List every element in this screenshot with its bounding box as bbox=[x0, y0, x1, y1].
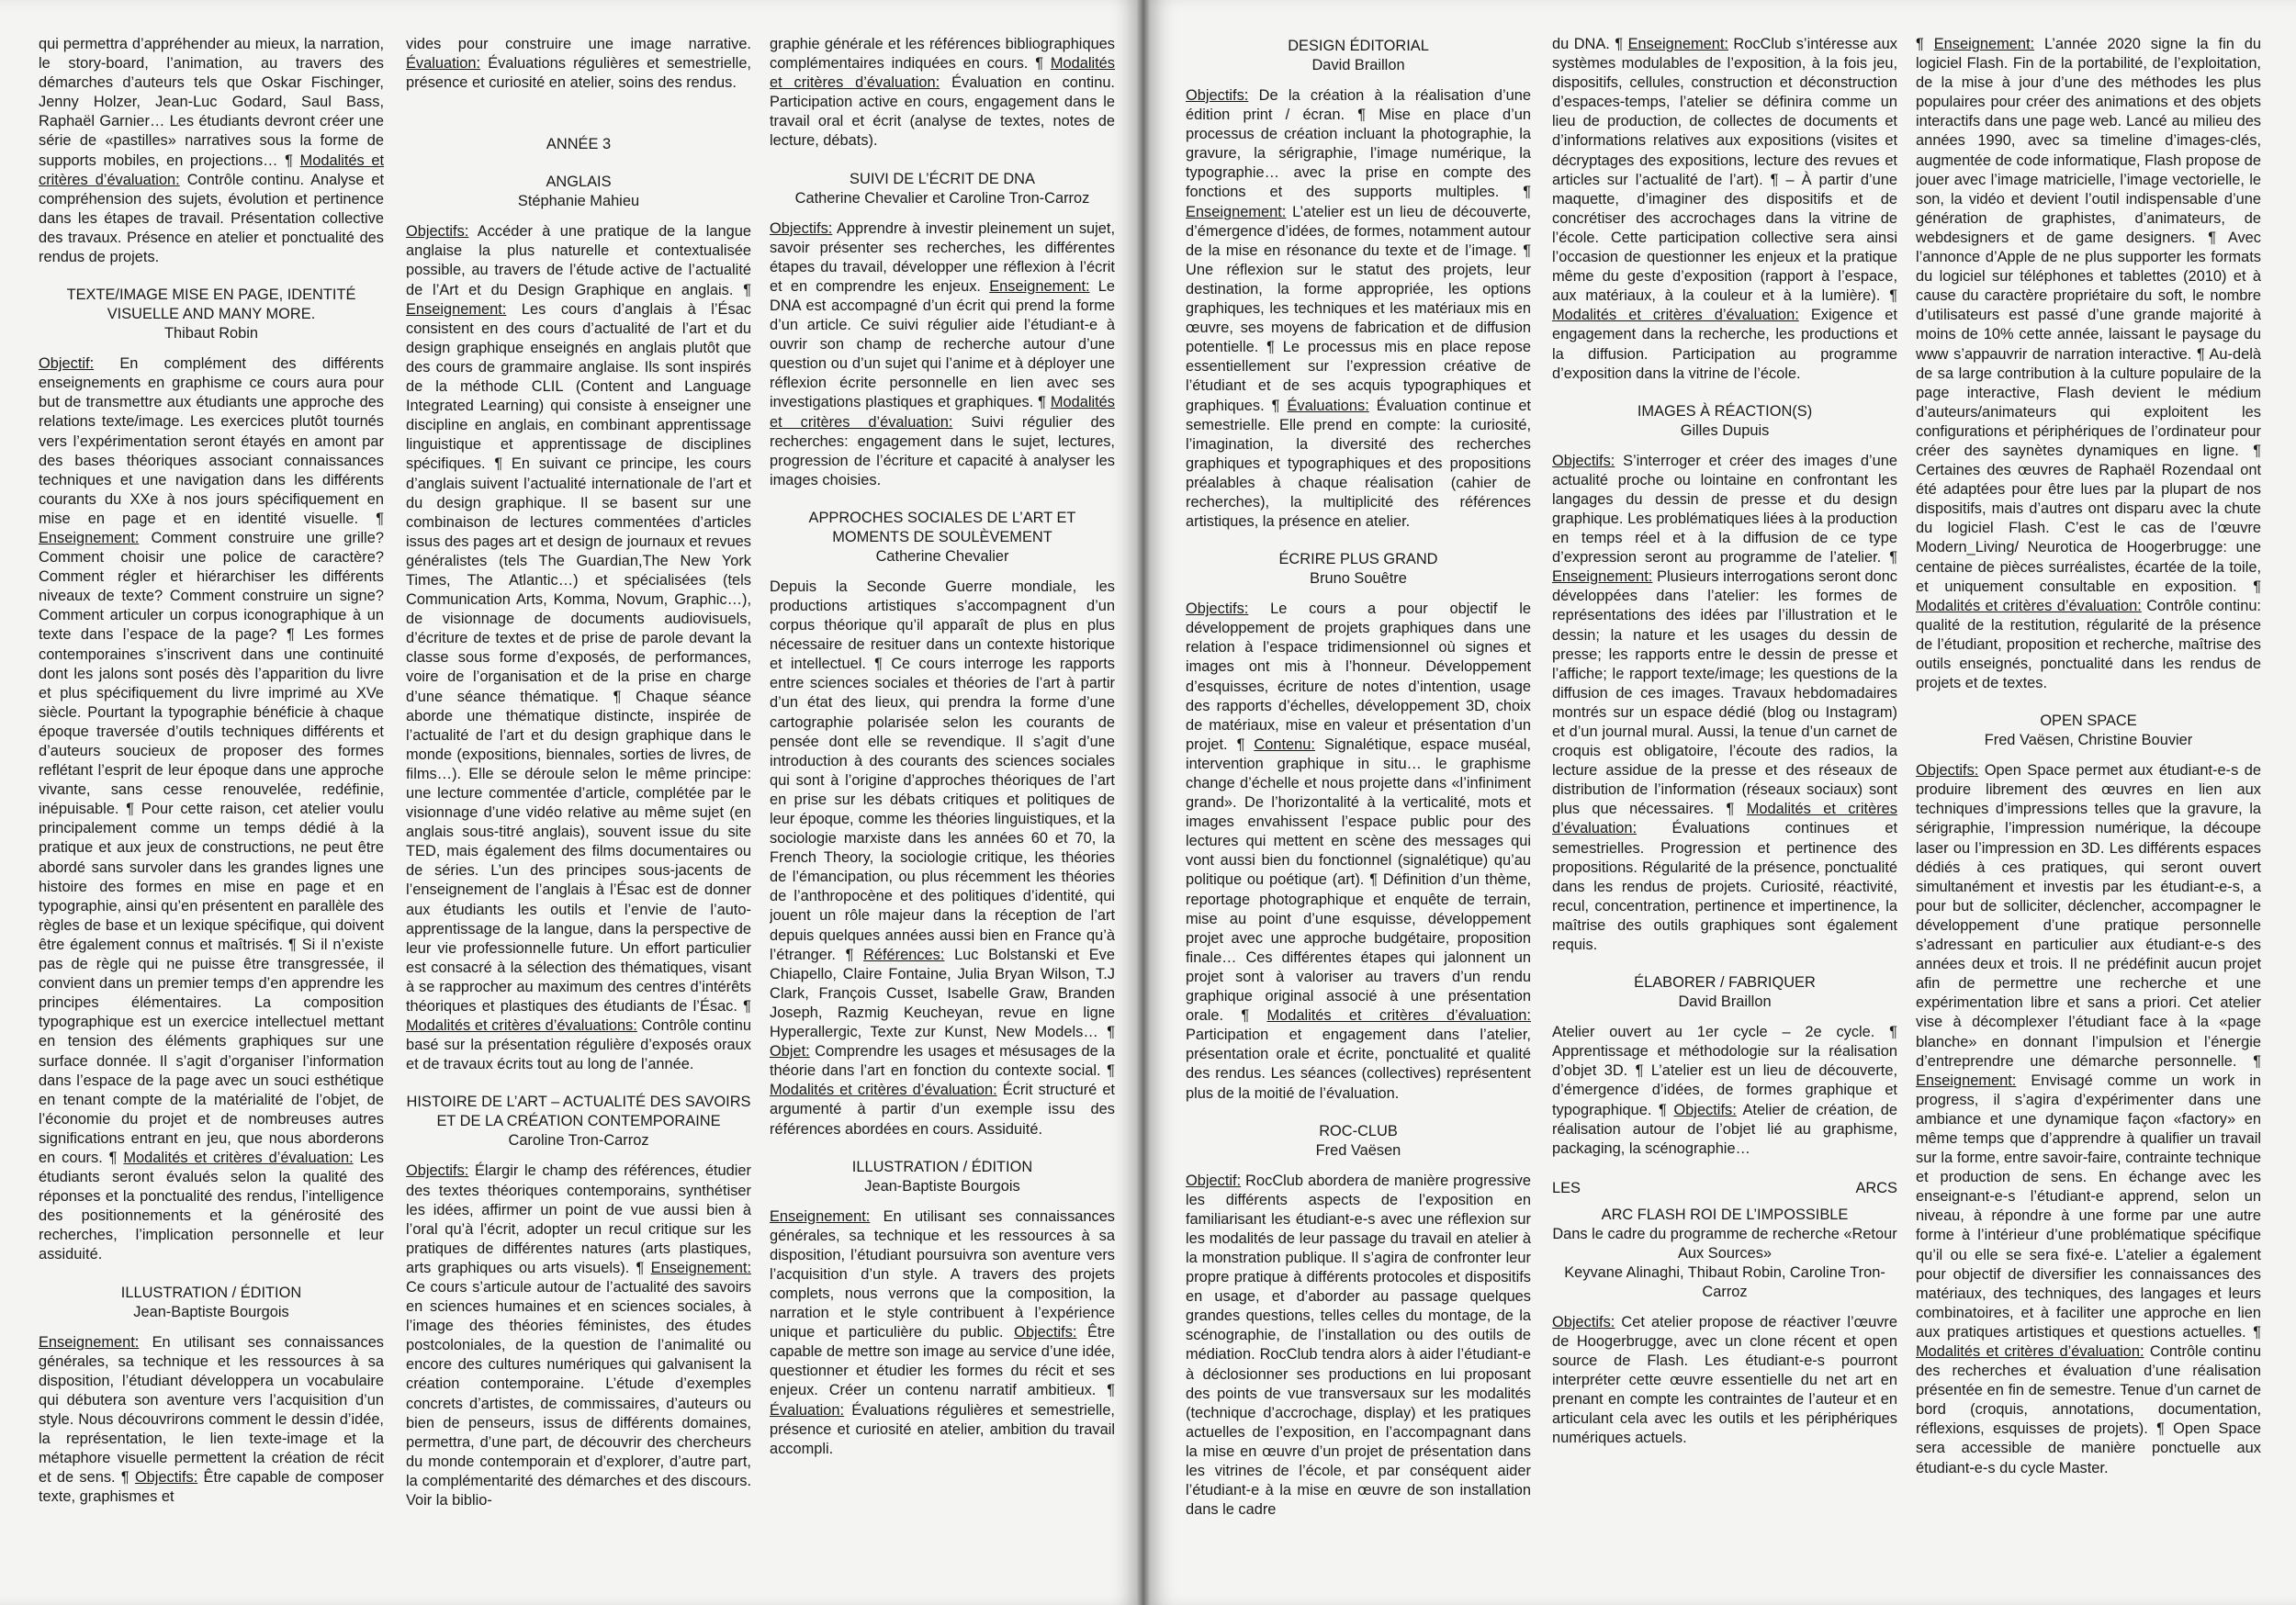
section-author: David Braillon bbox=[1311, 57, 1405, 73]
body-text: graphie générale et les références bibliographiques complémentaires indiquées en cours. bbox=[770, 36, 1115, 73]
section-heading bbox=[1552, 402, 1897, 441]
section-title: ROC-CLUB bbox=[1319, 1122, 1398, 1139]
label: Objectifs: bbox=[1552, 1313, 1615, 1330]
paragraph: Objectif: En complément des différents enseignements en graphisme ce cours aura pour but de transmettre aux étudiants une approche des relations texte/image. Les exercices plutôt tournés vers l’expérimentation seront étayés en amont par des bases théoriques associant connaissances techniques et une navigation dans les différents courants du XXe à nos jours spécifiquement en mise en page et en identité visuelle. ¶ Enseignement: Comment construire une grille? Comment choisir une police de caractère? Comment régler et hiérarchiser les différents niveaux de texte? Comment construire un signe? Comment articuler un corpus iconographique à un texte dans l’espace de la page? ¶ Les formes contemporaines s’inscrivent dans une continuité dont les jalons sont posés dès l’apparition du livre et plus spécifiquement du livre imprimé au XVe siècle. Pourtant la typographie bénéficie à chaque époque traversée d’outils techniques différents et d’auteurs soucieux de proposer des formes reflétant l’esprit de leur époque dans une approche vivante, sans cesse renouvelée, redéfinie, inépuisable. ¶ Pour cette raison, cet atelier voulu principalement comme un temps dédié à la pratique et aux jeux de constructions, ne peut être abordé sans survoler dans les grandes lignes une histoire des formes en mise en page et en typographie, ainsi qu’en présentent en parallèle des règles de base et un lexique spécifique, qui doivent être également connus et maîtrisés. ¶ Si il n’existe pas de règle qui ne puisse être transgressée, il convient dans un premier temps d’en apprendre les principes élémentaires. La composition typographique est un exercice intellectuel mettant en tension des éléments graphiques sur une surface donnée. Il s’agit d’organiser l’information dans l’espace de la page avec un souci esthétique en tenant compte de la matérialité de l’objet, de l’économie du projet et de nombreuses autres significations entrant en jeu, que nous aborderons en cours. ¶ Modalités et critères d’évaluation: Les étudiants seront évalués selon la qualité des réponses et la ponctualité des rendus, l’intelligence des positionnements et la générosité des recherches, l’implication personnelle et leur assiduité. bbox=[39, 355, 384, 1263]
paragraph bbox=[406, 35, 751, 93]
body-text: Signalétique, espace muséal, intervention graphique in situ… le graphisme change d’échelle et nous projette dans «l’infiniment grand». De l’horizontalité à la verticalité, mots et images envahissent l’espace public pour des lectures qui mettent en scène des messages qui vont aussi bien du fonctionnel (signalétique) qu’au politique ou poétique (art). ¶ Définition d’un thème, reportage photographique et enquête de terrain, mise au point d’une esquisse, développement projet avec une approche budgétaire, proposition finale… Ces différentes étapes qui jalonnent un projet sont à valoriser au travers d’un rendu graphique original associé à une présentation orale. bbox=[1186, 735, 1531, 1025]
label: Évaluations: bbox=[1287, 397, 1369, 414]
body-text: Être capable de composer texte, graphismes et bbox=[39, 1469, 384, 1506]
left-column-2 bbox=[406, 35, 751, 1587]
section-author: Gilles Dupuis bbox=[1680, 421, 1770, 439]
label: Modalités et critères d’évaluations: bbox=[406, 1017, 637, 1035]
label: Modalités et critères d’évaluation: bbox=[39, 152, 384, 188]
body-text: L’atelier est un lieu de découverte, d’émergence d’idées, de formes, notamment autour de la mise en résonance du texte et de l’image. ¶ Une réflexion sur le statut des projets, leur destination, la forme appropriée, les options graphiques, les techniques et les matériaux mis en œuvre, ses moyens de fabrication et de diffusion potentielle. ¶ Le processus mis en place repose essentiellement sur l’expression créative de l’étudiant et de ses acquis typographiques et graphiques. bbox=[1186, 203, 1531, 414]
left-column-3 bbox=[770, 35, 1115, 1587]
body-text: Comprendre les usages et mésusages de la théorie dans l’art en fonction du contexte social. bbox=[770, 1043, 1115, 1080]
body-text: Évaluations régulières et semestrielle, présence et curiosité en atelier, soins des rendus. bbox=[406, 55, 751, 92]
section-heading bbox=[39, 286, 384, 343]
paragraph bbox=[1552, 1313, 1897, 1449]
label: Références: bbox=[863, 946, 945, 963]
part-heading-left: LES bbox=[1552, 1179, 1581, 1196]
body-text: qui permettra d’appréhender au mieux, la narration, le story-board, l’animation, au travers des démarches d’auteurs tels que Oskar Fischinger, Jenny Holzer, Jean-Luc Godard, Saul Bass, Raphaël Garnier… Les étudiants devront créer une série de «pastilles» narratives sous la forme de supports mobiles, en projections… bbox=[39, 36, 384, 169]
label: Objectifs: bbox=[1186, 87, 1249, 104]
label: Objet: bbox=[770, 1043, 810, 1061]
paragraph: Objectifs: De la création à la réalisation d’une édition print / écran. ¶ Mise en place d’un processus de création incluant la photographie, la gravure, la sérigraphie, l’image numérique, la typographie… avec la prise en compte des fonctions et des supports multiples. ¶ Enseignement: L’atelier est un lieu de découverte, d’émergence d’idées, de formes, notamment autour de la mise en résonance du texte et de l’image. ¶ Une réflexion sur le statut des projets, leur destination, la forme appropriée, les options graphiques, les techniques et les matériaux mis en œuvre, ses moyens de fabrication et de diffusion potentielle. ¶ Le processus mis en place repose essentiellement sur l’expression créative de l’étudiant et de ses acquis typographiques et graphiques. ¶ Évaluations: Évaluation continue et semestrielle. Elle prend en compte: la curiosité, l’imagination, la diversité des recherches graphiques et typographiques et des propositions préalables à chaque réalisation (cahier de recherches), la multiplicité des références artistiques, la présence en atelier. bbox=[1186, 87, 1531, 531]
section-author: Bruno Souêtre bbox=[1310, 570, 1407, 588]
body-text: Plusieurs interrogations seront donc développées dans l’atelier: les formes de représentations des idées par l’illustration et le dessin; la nature et les usages du dessin de presse; les rapports entre le dessin de presse et l’affiche; le rapport texte/image; les questions de la diffusion de ces images. Travaux hebdomadaires montrés sur un espace dédié (blog ou Instagram) et d’un journal mural. Aussi, la tenue d’un carnet de croquis est obligatoire, l’écoute des radios, la lecture assidue de la presse et des réseaux de distribution de l’information (réseaux sociaux) sont plus que nécessaires. bbox=[1552, 568, 1897, 818]
section-subtitle: Dans le cadre du programme de recherche «Retour Aux Sources» bbox=[1552, 1225, 1897, 1262]
body-text: vides pour construire une image narrative. bbox=[406, 36, 751, 52]
section-heading bbox=[1186, 1122, 1531, 1161]
body-text: Contrôle continu: qualité de la restitution, régularité de la présence de l’étudiant, proposition et recherche, maîtrise des outils enseignés, ponctualité dans les rendus de projets et de textes. bbox=[1916, 597, 2261, 692]
body-text: Élargir le champ des références, étudier des textes théoriques contemporains, synthétiser les idées, affirmer un point de vue aussi bien à l’oral qu’à l’écrit, adopter un recul critique sur les pratiques de différentes natures (arts plastiques, arts graphiques ou arts visuels). bbox=[406, 1162, 751, 1276]
body-text: Évaluations régulières et semestrielle, présence et curiosité en atelier, ambition du travail accompli. bbox=[770, 1401, 1115, 1457]
paragraph bbox=[1186, 1172, 1531, 1521]
body-text: Évaluations continues et semestrielles. Progression et pertinence des propositions. Régularité de la présence, ponctualité dans les rendus de projets. Curiosité, réactivité, recul, concentration, pertinence et impertinence, la maîtrise des outils graphiques sont également requis. bbox=[1552, 820, 1897, 954]
paragraph: graphie générale et les références bibliographiques complémentaires indiquées en cours. ¶ Modalités et critères d’évaluation: Évaluation en continu. Participation active en cours, engagement dans le travail oral et écrit (analyse de textes, notes de lecture, débats). bbox=[770, 36, 1115, 150]
section-author: Fred Vaësen bbox=[1315, 1141, 1401, 1159]
part-heading-right: ARCS bbox=[1855, 1179, 1897, 1196]
section-title: ILLUSTRATION / ÉDITION bbox=[851, 1158, 1033, 1175]
paragraph: Enseignement: En utilisant ses connaissances générales, sa technique et les ressources à sa disposition, l’étudiant poursuivra son aventure vers l’acquisition d’un style. A travers des projets complets, nous verrons que la composition, la narration et le style contribuent à l’expérience unique et particulière du public. Objectifs: Être capable de mettre son image au service d’une idée, questionner et étudier les formes du récit et ses enjeux. Créer un contenu narratif ambitieux. ¶ Évaluation: Évaluations régulières et semestrielle, présence et curiosité en atelier, ambition du travail accompli. bbox=[770, 1207, 1115, 1457]
paragraph: du DNA. ¶ Enseignement: RocClub s’intéresse aux systèmes modulables de l’exposition, à la fois jeu, dispositifs, cellules, construction et déconstruction d’espaces-temps, l’atelier se définira comme un lieu de production, de collectes de documents et d’informations relatives aux expositions (visites et décryptages des expositions, lecture des revues et articles sur l’actualité de l’art). ¶ – À partir d’une maquette, d’imaginer des dispositifs et de concrétiser des accrochages dans la vitrine de l’école. Cette participation collective sera ainsi l’occasion de questionner les enjeux et la pratique même du geste d’exposition (rapport à l’espace, aux matériaux, à la couleur et à la lumière). ¶ Modalités et critères d’évaluation: Exigence et engagement dans la recherche, les productions et la diffusion. Participation au programme d’exposition dans la vitrine de l’école. bbox=[1552, 36, 1897, 382]
book-gutter bbox=[1137, 0, 1150, 1605]
section-heading bbox=[770, 509, 1115, 567]
left-page bbox=[0, 0, 1137, 1605]
body-text: Comment construire une grille? Comment choisir une police de caractère? Comment régler et hiérarchiser les différents niveaux de texte? Comment construire un signe? Comment articuler un corpus iconographique à un texte dans l’espace de la page? ¶ Les formes contemporaines s’inscrivent dans une continuité dont les jalons sont posés dès l’apparition du livre et plus spécifiquement du livre imprimé au XVe siècle. Pourtant la typographie bénéficie à chaque époque traversée d’outils techniques différents et d’auteurs soucieux de proposer des formes reflétant l’esprit de leur époque dans une approche vivante, sans cesse renouvelée, redéfinie, inépuisable. ¶ Pour cette raison, cet atelier voulu principalement comme un temps dédié à la pratique et aux jeux de constructions, ne peut être abordé sans survoler dans les grandes lignes une histoire des formes en mise en page et en typographie, ainsi qu’en présentent en parallèle des règles de base et un lexique spécifique, qui doivent être également connus et maîtrisés. ¶ Si il n’existe pas de règle qui ne puisse être transgressée, il convient dans un premier temps d’en apprendre les principes élémentaires. La composition typographique est un exercice intellectuel mettant en tension des éléments graphiques sur une surface donnée. Il s’agit d’organiser l’information dans l’espace de la page avec un souci esthétique en tenant compte de la matérialité de l’objet, de l’économie du projet et de nombreuses autres significations entrant en jeu, que nous aborderons en cours. bbox=[39, 529, 384, 1166]
body-text: Écrit structuré et argumenté à partir d’un exemple issu des références abordées en cours. Assiduité. bbox=[770, 1082, 1115, 1138]
section-heading bbox=[1186, 37, 1531, 75]
paragraph: Objectifs: Open Space permet aux étudiant-e-s de produire librement des œuvres en lien aux techniques d’impressions telles que la gravure, la sérigraphie, l’impression numérique, la découpe laser ou l’impression en 3D. Les différents espaces dédiés à ces pratiques, qui seront ouvert simultanément et investis par les étudiant-e-s, a pour but de solliciter, déclencher, accompagner le développement d’une pratique personnelle s’adressant en particulier aux étudiant-e-s des années deux et trois. Il ne prédéfinit aucun projet afin de permettre une recherche et une expérimentation libre et sans a priori. Cet atelier vise à décomplexer l’étudiant face à la «page blanche» en donnant l’impulsion et l’énergie d’entreprendre une démarche personnelle. ¶ Enseignement: Envisagé comme un work in progress, il s’agira d’expérimenter dans une ambiance et une dynamique façon «factory» en même temps que d’apprendre à qualifier un travail sur la forme, entre savoir-faire, contrainte technique et production de sens. En échange avec les enseignant-e-s l’étudiant-e apprend, selon un niveau, à répondre à une forme par une autre forme à l’intérieur d’une problématique spécifique qu’il ou elle se sera fixé-e. L’atelier a également pour objectif de diversifier les connaissances des matériaux, des techniques, des langages et leurs combinatoires, et à faciliter une approche en lien aux pratiques artistiques et questions actuelles. ¶ Modalités et critères d’évaluation: Contrôle continu des recherches et évaluation d’une réalisation présentée en fin de semestre. Tenue d’un carnet de bord (croquis, annotations, documentation, réflexions, esquisses de projets). ¶ Open Space sera accessible de manière ponctuelle aux étudiant-e-s du cycle Master. bbox=[1916, 762, 2261, 1476]
paragraph: Objectifs: Accéder à une pratique de la langue anglaise la plus naturelle et contextualisée possible, au travers de l’étude active de l’actualité de l’Art et du Design Graphique en anglais. ¶ Enseignement: Les cours d’anglais à l’Ésac consistent en des cours d’actualité de l’art et du design graphique enseignés en anglais plutôt que des cours de grammaire anglaise. Ils sont inspirés de la méthode CLIL (Content and Language Integrated Learning) qui consiste à enseigner une discipline en anglais, en combinant apprentissage linguistique et apprentissage de disciplines spécifiques. ¶ En suivant ce principe, les cours d’anglais suivent l’actualité internationale de l’art et du design graphique. Il se basent sur une combinaison de lectures commentées d’articles issus des pages art et design de journaux et revues généralistes (tels The Guardian,The New York Times, The Atlantic…) et spécialisées (tels Communication Arts, Komma, Novum, Graphic…), de visionnage de documents audiovisuels, d’écriture de textes et de prise de parole devant la classe sous forme d’exposés, de performances, voire de l’organisation et de la prise en charge d’une séance thématique. ¶ Chaque séance aborde une thématique distincte, inspirée de l’actualité de l’art et du design graphique dans le monde (expositions, biennales, sorties de livres, de films…). Elle se déroule selon le même principe: une lecture commentée d’article, complétée par le visionnage d’une vidéo relative au même sujet (en anglais sous-titré anglais), souvent issue du site TED, mais également des films documentaires ou de séries. L’un des principes sous-jacents de l’enseignement de l’anglais à l’Ésac est de donner aux étudiants les outils et l’envie de l’auto-apprentissage de la langue, dans la perspective de leur vie professionnelle future. Un effort particulier est consacré à la sélection des thématiques, visant à se rapprocher au maximum des centres d’intérêts théoriques et plastiques des étudiants de l’Ésac. ¶ Modalités et critères d’évaluations: Contrôle continu basé sur la présentation régulière d’exposés oraux et de travaux écrits tout au long de l’année. bbox=[406, 223, 751, 1073]
body-text: Contrôle continu. Analyse et compréhension des sujets, évolution et pertinence dans les étapes de travail. Présentation collective des travaux. Présence en atelier et ponctualité des rendus de projets. bbox=[39, 171, 384, 266]
label: Enseignement: bbox=[39, 529, 140, 546]
label: Modalités et critères d’évaluation: bbox=[770, 55, 1115, 92]
section-heading bbox=[39, 1284, 384, 1322]
label: Modalités et critères d’évaluation: bbox=[1552, 801, 1897, 837]
body-text: RocClub s’intéresse aux systèmes modulables de l’exposition, à la fois jeu, dispositifs, cellules, construction et déconstruction d’espaces-temps, l’atelier se définira comme un lieu de production, de collectes de documents et d’informations relatives aux expositions (visites et décryptages des expositions, lecture des revues et articles sur l’actualité de l’art). ¶ – À partir d’une maquette, d’imaginer des dispositifs et de concrétiser des accrochages dans la vitrine de l’école. Cette participation collective sera ainsi l’occasion de questionner les enjeux et la pratique même du geste d’exposition (rapport à l’espace, aux matériaux, à la couleur et à la lumière). bbox=[1552, 36, 1897, 305]
label: Objectifs: bbox=[406, 223, 469, 241]
label: Enseignement: bbox=[989, 277, 1090, 295]
label: Objectifs: bbox=[770, 219, 833, 237]
body-text: S’interroger et créer des images d’une actualité proche ou lointaine en confrontant les langages du dessin de presse et du design graphique. Les problématiques liées à la production en temps réel et à la diffusion de ce type d’expression seront au programme de l’atelier. bbox=[1552, 452, 1897, 567]
body-text: De la création à la réalisation d’une édition print / écran. ¶ Mise en place d’un processus de création incluant la photographie, la gravure, la sérigraphie, l’image numérique, la typographie… avec la prise en compte des fonctions et des supports multiples. bbox=[1186, 87, 1531, 201]
label: Modalités et critères d’évaluation: bbox=[1552, 307, 1799, 324]
body-text: Évaluation continue et semestrielle. Elle prend en compte: la curiosité, l’imagination, la diversité des recherches graphiques et typographiques et des propositions préalables à chaque réalisation (cahier de recherches), la multiplicité des références artistiques, la présence en atelier. bbox=[1186, 397, 1531, 531]
section-author: Keyvane Alinaghi, Thibaut Robin, Caroline Tron-Carroz bbox=[1564, 1263, 1885, 1300]
label: Objectifs: bbox=[1916, 762, 1979, 780]
body-text: Les étudiants seront évalués selon la qualité des réponses et la ponctualité des rendus, l’intelligence des positionnements et la générosité des recherches, l’implication personnelle et leur assiduité. bbox=[39, 1149, 384, 1263]
body-text: Atelier ouvert au 1er cycle – 2e cycle. ¶ Apprentissage et méthodologie sur la réalisation d’objet 3D. ¶ L’atelier est un lieu de découverte, d’émergence d’idées, de formes graphique et typographique. bbox=[1552, 1024, 1897, 1118]
label: Modalités et critères d’évaluation: bbox=[1266, 1007, 1531, 1025]
section-author: Jean-Baptiste Bourgois bbox=[133, 1303, 289, 1320]
label: Contenu: bbox=[1254, 735, 1315, 753]
part-heading bbox=[1552, 1179, 1897, 1198]
section-author: Jean-Baptiste Bourgois bbox=[864, 1177, 1020, 1195]
label: Évaluation: bbox=[406, 55, 481, 73]
section-author: Stéphanie Mahieu bbox=[517, 193, 640, 210]
body-text: Accéder à une pratique de la langue anglaise la plus naturelle et contextualisée possible, au travers de l’étude active de l’actualité de l’Art et du Design Graphique en anglais. bbox=[406, 223, 751, 298]
section-heading bbox=[406, 1093, 751, 1150]
body-text: Le DNA est accompagné d’un écrit qui prend la forme d’un article. Ce suivi régulier aide l’étudiant-e à ouvrir son champ de recherche autour d’une question ou d’un sujet qui l’anime et à déployer une réflexion écrite personnelle en lien avec ses investigations plastiques et graphiques. bbox=[770, 277, 1115, 411]
label: Enseignement: bbox=[1933, 36, 2035, 52]
left-column-1 bbox=[39, 35, 384, 1587]
body-text: Contrôle continu basé sur la présentation régulière d’exposés oraux et de travaux écrits tout au long de l’année. bbox=[406, 1017, 751, 1073]
section-title: ILLUSTRATION / ÉDITION bbox=[120, 1284, 302, 1301]
label: Objectifs: bbox=[134, 1469, 198, 1487]
section-title: IMAGES À RÉACTION(S) bbox=[1637, 402, 1813, 420]
label: Modalités et critères d’évaluation: bbox=[770, 1082, 997, 1099]
label: Enseignement: bbox=[406, 300, 507, 318]
section-author: Thibaut Robin bbox=[163, 325, 259, 342]
label: Enseignement: bbox=[1916, 1072, 2017, 1089]
section-author: David Braillon bbox=[1678, 993, 1772, 1011]
label: Objectifs: bbox=[1552, 452, 1615, 469]
label: Objectifs: bbox=[1186, 600, 1249, 618]
body-text: Exigence et engagement dans la recherche, les productions et la diffusion. Participation au programme d’exposition dans la vitrine de l’école. bbox=[1552, 307, 1897, 382]
section-author: Catherine Chevalier bbox=[875, 547, 1009, 565]
label: Modalités et critères d’évaluation: bbox=[770, 394, 1115, 431]
paragraph: Objectifs: Élargir le champ des références, étudier des textes théoriques contemporains, synthétiser les idées, affirmer un point de vue aussi bien à l’oral qu’à l’écrit, adopter un recul critique sur les pratiques de différentes natures (arts plastiques, arts graphiques ou arts visuels). ¶ Enseignement: Ce cours s’articule autour de l’actualité des savoirs en sciences humaines et en sciences sociales, à l’image des théories féministes, des études postcoloniales, de la question de l’animalité ou encore des cultures numériques qui galvanisent la création contemporaine. L’étude d’exemples concrets d’artistes, de commissaires, d’auteurs ou bien de penseurs, issus de différents domaines, permettra, d’une part, de découvrir des chercheurs du monde contemporain et d’explorer, d’autre part, la complémentarité des démarches et des discours. Voir la biblio- bbox=[406, 1162, 751, 1509]
label: Objectif: bbox=[39, 355, 95, 373]
section-title: DESIGN ÉDITORIAL bbox=[1288, 38, 1429, 54]
section-heading bbox=[1552, 973, 1897, 1012]
paragraph: qui permettra d’appréhender au mieux, la narration, le story-board, l’animation, au travers des démarches d’auteurs tels que Oskar Fischinger, Jenny Holzer, Jean-Luc Godard, Saul Bass, Raphaël Garnier… Les étudiants devront créer une série de «pastilles» narratives sous la forme de supports mobiles, en projections… ¶ Modalités et critères d’évaluation: Contrôle continu. Analyse et compréhension des sujets, évolution et pertinence dans les étapes de travail. Présentation collective des travaux. Présence en atelier et ponctualité des rendus de projets. bbox=[39, 36, 384, 266]
label: Objectifs: bbox=[1014, 1324, 1077, 1341]
paragraph: Atelier ouvert au 1er cycle – 2e cycle. ¶ Apprentissage et méthodologie sur la réalisation d’objet 3D. ¶ L’atelier est un lieu de découverte, d’émergence d’idées, de formes graphique et typographique. ¶ Objectifs: Atelier de création, de réalisation autour de l’objet lié au graphisme, packaging, la scénographie… bbox=[1552, 1024, 1897, 1157]
body-text: Participation et engagement dans l’atelier, présentation orale et écrite, ponctualité et qualité des rendus. Les séances (collectives) représentent plus de la moitié de l’évaluation. bbox=[1186, 1027, 1531, 1102]
section-author: Catherine Chevalier et Caroline Tron-Carroz bbox=[794, 189, 1090, 207]
body-text: Luc Bolstanski et Eve Chiapello, Claire Fontaine, Julia Bryan Wilson, T.J Clark, François Cusset, Isabelle Graw, Branden Joseph, Razmig Keucheyan, revue en ligne Hyperallergic, Texte zur Kunst, New Models… bbox=[770, 946, 1115, 1041]
label: Modalités et critères d’évaluation: bbox=[1916, 1343, 2144, 1360]
section-author: Fred Vaësen, Christine Bouvier bbox=[1984, 732, 2193, 749]
section-title: OPEN SPACE bbox=[2040, 713, 2137, 730]
label: Enseignement: bbox=[770, 1207, 871, 1225]
body-text: Les cours d’anglais à l’Ésac consistent en des cours d’actualité de l’art et du design graphique enseignés en anglais plutôt que des cours de grammaire anglaise. Ils sont inspirés de la méthode CLIL (Content and Language Integrated Learning) qui consiste à enseigner une discipline en anglais, en combinant apprentissage linguistique et apprentissage de disciplines spécifiques. ¶ En suivant ce principe, les cours d’anglais suivent l’actualité internationale de l’art et du design graphique. Il se basent sur une combinaison de lectures commentées d’articles issus des pages art et design de journaux et revues généralistes (tels The Guardian,The New York Times, The Atlantic…) et spécialisées (tels Communication Arts, Komma, Novum, Graphic…), de visionnage de documents audiovisuels, d’écriture de textes et de prise de parole devant la classe sous forme d’exposés, de performances, voire de l’organisation et de la prise en charge d’une séance thématique. ¶ Chaque séance aborde une thématique distincte, inspirée de l’actualité de l’art et du design graphique dans le monde (expositions, biennales, sorties de livres, de films…). Elle se déroule selon le même principe: une lecture commentée d’article, complétée par le visionnage d’une vidéo relative au même sujet (en anglais sous-titré anglais), souvent issue du site TED, mais également des films documentaires ou de séries. L’un des principes sous-jacents de l’enseignement de l’anglais à l’Ésac est de donner aux étudiants les outils et l’envie de l’auto-apprentissage de la langue, dans la perspective de leur vie professionnelle future. Un effort particulier est consacré à la sélection des thématiques, visant à se rapprocher au maximum des centres d’intérêts théoriques et plastiques des étudiants de l’Ésac. bbox=[406, 300, 751, 1016]
body-text: Suivi régulier des recherches: engagement dans le sujet, lectures, progression de l’écriture et capacité à analyser les images choisies. bbox=[770, 413, 1115, 488]
label: Enseignement: bbox=[39, 1333, 140, 1351]
label: Enseignement: bbox=[1627, 36, 1728, 52]
right-column-3 bbox=[1916, 35, 2261, 1587]
body-text: Open Space permet aux étudiant-e-s de produire librement des œuvres en lien aux techniques d’impressions telles que la gravure, la sérigraphie, l’impression numérique, la découpe laser ou l’impression en 3D. Les différents espaces dédiés à ces pratiques, qui seront ouvert simultanément et investis par les étudiant-e-s, a pour but de solliciter, déclencher, accompagner le développement d’une pratique personnelle s’adressant en particulier aux étudiant-e-s des années deux et trois. Il ne prédéfinit aucun projet afin de permettre une recherche et une expérimentation libre et sans a priori. Cet atelier vise à décomplexer l’étudiant face à la «page blanche» en donnant l’impulsion et l’énergie d’entreprendre une démarche personnelle. bbox=[1916, 762, 2261, 1070]
body-text: Cet atelier propose de réactiver l’œuvre de Hoogerbrugge, avec un clone récent et open source de Flash. Les étudiant-e-s pourront interpréter cette œuvre essentielle du net art en prenant en compte les contraintes de l’auteur et en articulant cela avec les outils et les périphériques numériques actuels. bbox=[1552, 1313, 1897, 1447]
label: Enseignement: bbox=[650, 1259, 751, 1276]
section-title: SUIVI DE L’ÉCRIT DE DNA bbox=[850, 170, 1035, 187]
body-text: En utilisant ses connaissances générales, sa technique et les ressources à sa disposition, l’étudiant développera un vocabulaire qui débutera son aventure vers l’acquisition d’un style. Nous découvrirons comment le dessin d’idée, la représentation, le lien texte-image et la métaphore visuelle permettent la création de récit et de sens. bbox=[39, 1333, 384, 1487]
body-text: Envisagé comme un work in progress, il s’agira d’expérimenter dans une ambiance et une dynamique façon «factory» en même temps que d’apprendre à qualifier un travail sur la forme, entre savoir-faire, contrainte technique et production de sens. En échange avec les enseignant-e-s l’étudiant-e apprend, selon un niveau, à répondre à une forme par une autre forme à l’intérieur d’une problématique spécifique qu’il ou elle se sera fixé-e. L’atelier a également pour objectif de diversifier les connaissances des matériaux, des techniques, des langages et leurs combinatoires, et à faciliter une approche en lien aux pratiques artistiques et questions actuelles. bbox=[1916, 1072, 2261, 1341]
body-text: En complément des différents enseignements en graphisme ce cours aura pour but de transmettre aux étudiants une approche des relations texte/image. Les exercices plutôt tournés vers l’expérimentation seront étayés en amont par des bases théoriques associant connaissances techniques et une navigation dans les différents courants du XXe à nos jours spécifiquement en mise en page et en identité visuelle. bbox=[39, 355, 384, 527]
section-title: ÉCRIRE PLUS GRAND bbox=[1278, 551, 1438, 568]
paragraph: ¶ Enseignement: L’année 2020 signe la fin du logiciel Flash. Fin de la portabilité, de l’exploitation, de la mise à jour d’une des méthodes les plus populaires pour créer des animations et des objets interactifs dans une page web. Lancé au milieu des années 1990, avec sa timeline d’images-clés, augmentée de code informatique, Flash propose de jouer avec l’image matricielle, l’image vectorielle, le son, la vidéo et devient l’outil indispensable d’une génération de graphistes, d’animateurs, de webdesigners et de game designers. ¶ Avec l’annonce d’Apple de ne plus supporter les formats du logiciel sur téléphones et tablettes (2010) et à cause du caractère propriétaire du soft, le nombre d’utilisateurs est passé d’une grande majorité à moins de 10% cette année, laissant le paysage du www s’appauvrir de narration interactive. ¶ Au-delà de sa large contribution à la culture populaire de la page interactive, Flash devient le médium d’auteurs/animateurs qui exploitent les configurations et périphériques de l’ordinateur pour créer des saynètes dynamiques en ligne. ¶ Certaines des œuvres de Raphaël Rozendaal ont été adaptées pour être lues par la plupart de nos dispositifs, mais d’autres ont disparu avec la chute du logiciel Flash. C’est le cas de l’œuvre Modern_Living/ Neurotica de Hoogerbrugge: une centaine de pièces surréalistes, écartée de la toile, et uniquement consultable en exposition. ¶ Modalités et critères d’évaluation: Contrôle continu: qualité de la restitution, régularité de la présence de l’étudiant, proposition et recherche, maîtrise des outils enseignés, ponctualité dans les rendus de projets et de textes. bbox=[1916, 36, 2261, 692]
section-heading bbox=[1552, 1206, 1897, 1302]
section-heading bbox=[406, 135, 751, 211]
paragraph: Enseignement: En utilisant ses connaissances générales, sa technique et les ressources à sa disposition, l’étudiant développera un vocabulaire qui débutera son aventure vers l’acquisition d’un style. Nous découvrirons comment le dessin d’idée, la représentation, le lien texte-image et la métaphore visuelle permettent la création de récit et de sens. ¶ Objectifs: Être capable de composer texte, graphismes et bbox=[39, 1333, 384, 1506]
year-heading: ANNÉE 3 bbox=[546, 136, 612, 153]
right-page bbox=[1150, 0, 2296, 1605]
label: Objectif: bbox=[1186, 1172, 1242, 1189]
body-text: Ce cours s’articule autour de l’actualité des savoirs en sciences humaines et en sciences sociales, à l’image des théories féministes, des études postcoloniales, de la question de l’animalité ou encore des cultures numériques qui galvanisent la création contemporaine. L’étude d’exemples concrets d’artistes, de commissaires, d’auteurs ou bien de penseurs, issus de différents domaines, permettra, d’une part, de découvrir des chercheurs du monde contemporain et d’explorer, d’autre part, la complémentarité des démarches et des discours. Voir la biblio- bbox=[406, 1278, 751, 1509]
section-title: TEXTE/IMAGE MISE EN PAGE, IDENTITÉ VISUELLE AND MANY MORE. bbox=[66, 286, 356, 323]
paragraph: Objectifs: Le cours a pour objectif le développement de projets graphiques dans une relation à l’espace tridimensionnel où signes et images ont mis à l’honneur. Développement d’esquisses, écriture de notes d’intention, usage des rapports d’échelles, développement 3D, choix de matériaux, mise en valeur et présentation d’un projet. ¶ Contenu: Signalétique, espace muséal, intervention graphique in situ… le graphisme change d’échelle et nous projette dans «l’infiniment grand». De l’horizontalité à la verticalité, mots et images envahissent l’espace public pour des lectures qui mettent en scène des messages qui vont aussi bien du fonctionnel (signalétique) qu’au politique ou poétique (art). ¶ Définition d’un thème, reportage photographique et enquête de terrain, mise au point d’une esquisse, développement projet avec une approche budgétaire, proposition finale… Ces différentes étapes qui jalonnent un projet sont à valoriser au travers d’un rendu graphique original associé à une présentation orale. ¶ Modalités et critères d’évaluation: Participation et engagement dans l’atelier, présentation orale et écrite, ponctualité et qualité des rendus. Les séances (collectives) représentent plus de la moitié de l’évaluation. bbox=[1186, 600, 1531, 1102]
section-title: ANGLAIS bbox=[546, 174, 612, 191]
section-heading bbox=[770, 170, 1115, 208]
body-text: RocClub abordera de manière progressive les différents aspects de l’exposition en familiarisant les étudiant-e-s avec une réflexion sur les modalités de leur passage du travail en atelier à la monstration publique. Il s’agira de confronter leur propre pratique à différents protocoles et dispositifs en usage, et d’aborder au passage quelques grandes questions, telles celles du montage, de la scénographie, de l’installation ou des outils de médiation. RocClub tendra alors à aider l’étudiant-e à déclosionner ses productions en lui proposant des points de vue transversaux sur les modalités (technique d’accrochage, display) et les pratiques actuelles de l’exposition, en l’accompagnant dans la mise en œuvre d’un projet de présentation dans les vitrines de l’école, et par conséquent aider l’étudiant-e à la mise en œuvre de son installation dans le cadre bbox=[1186, 1172, 1531, 1519]
right-column-2 bbox=[1552, 35, 1897, 1587]
section-author: Caroline Tron-Carroz bbox=[508, 1132, 649, 1150]
section-heading bbox=[1916, 712, 2261, 750]
label: Enseignement: bbox=[1552, 568, 1653, 586]
section-title: HISTOIRE DE L’ART – ACTUALITÉ DES SAVOIRS ET DE LA CRÉATION CONTEMPORAINE bbox=[406, 1094, 751, 1130]
body-text: En utilisant ses connaissances générales, sa technique et les ressources à sa disposition, l’étudiant poursuivra son aventure vers l’acquisition d’un style. A travers des projets complets, nous verrons que la composition, la narration et le style contribuent à l’expérience unique et particulière du public. bbox=[770, 1207, 1115, 1341]
paragraph: Depuis la Seconde Guerre mondiale, les productions artistiques s’accompagnent d’un corpus théorique qu’il apparaît de plus en plus nécessaire de resituer dans un contexte historique et intellectuel. ¶ Ce cours interroge les rapports entre sciences sociales et théories de l’art à partir d’un état des lieux, qui prendra la forme d’une cartographie polarisée selon les courants de pensée dont elle se revendique. Il s’agit d’une introduction à des courants des sciences sociales qui sont à l’origine d’approches théoriques de l’art en prise sur les débats critiques et politiques de leur époque, comme les théories linguistiques, et la sociologie marxiste dans les années 60 et 70, la French Theory, la sociologie critique, les théories de l’émancipation, ou plus récemment les théories de l’anthropocène et des politiques d’identité, qui jouent un rôle majeur dans la réception de l’art depuis quelques années aussi bien en France qu’à l’étranger. ¶ Références: Luc Bolstanski et Eve Chiapello, Claire Fontaine, Julia Bryan Wilson, T.J Clark, François Cusset, Isabelle Graw, Branden Joseph, Razmig Keucheyan, revue en ligne Hyperallergic, Texte zur Kunst, New Models… ¶ Objet: Comprendre les usages et mésusages de la théorie dans l’art en fonction du contexte social. ¶ Modalités et critères d’évaluation: Écrit structuré et argumenté à partir d’un exemple issu des références abordées en cours. Assiduité. bbox=[770, 578, 1115, 1138]
body-text: du DNA. bbox=[1552, 36, 1610, 52]
body-text: L’année 2020 signe la fin du logiciel Flash. Fin de la portabilité, de l’exploitation, de la mise à jour d’une des méthodes les plus populaires pour créer des animations et des objets interactifs dans une page web. Lancé au milieu des années 1990, avec sa timeline d’images-clés, augmentée de code informatique, Flash propose de jouer avec l’image matricielle, l’image vectorielle, le son, la vidéo et devient l’outil indispensable d’une génération de graphistes, d’animateurs, de webdesigners et de game designers. ¶ Avec l’annonce d’Apple de ne plus supporter les formats du logiciel sur téléphones et tablettes (2010) et à cause du caractère propriétaire du soft, le nombre d’utilisateurs est passé d’une grande majorité à moins de 10% cette année, laissant le paysage du www s’appauvrir de narration interactive. ¶ Au-delà de sa large contribution à la culture populaire de la page interactive, Flash devient le médium d’auteurs/animateurs qui exploitent les configurations et périphériques de l’ordinateur pour créer des saynètes dynamiques en ligne. ¶ Certaines des œuvres de Raphaël Rozendaal ont été adaptées pour être lues par la plupart de nos dispositifs, mais d’autres ont disparu avec la chute du logiciel Flash. C’est le cas de l’œuvre Modern_Living/ Neurotica de Hoogerbrugge: une centaine de pièces surréalistes, écartée de la toile, et uniquement consultable en exposition. bbox=[1916, 36, 2261, 595]
label: Enseignement: bbox=[1186, 203, 1287, 220]
right-column-1 bbox=[1186, 35, 1531, 1587]
body-text: Le cours a pour objectif le développement de projets graphiques dans une relation à l’espace tridimensionnel où signes et images ont mis à l’honneur. Développement d’esquisses, écriture de notes d’intention, usage des rapports d’échelles, développement 3D, choix de matériaux, mise en valeur et présentation d’un projet. bbox=[1186, 600, 1531, 753]
body-text: Atelier de création, de réalisation autour de l’objet lié au graphisme, packaging, la scénographie… bbox=[1552, 1101, 1897, 1157]
body-text: Depuis la Seconde Guerre mondiale, les productions artistiques s’accompagnent d’un corpus théorique qu’il apparaît de plus en plus nécessaire de resituer dans un contexte historique et intellectuel. ¶ Ce cours interroge les rapports entre sciences sociales et théories de l’art à partir d’un état des lieux, qui prendra la forme d’une cartographie polarisée selon les courants de pensée dont elle se revendique. Il s’agit d’une introduction à des courants des sciences sociales qui sont à l’origine d’approches théoriques de l’art en prise sur les débats critiques et politiques de leur époque, comme les théories linguistiques, et la sociologie marxiste dans les années 60 et 70, la French Theory, la sociologie critique, les théories de l’émancipation, ou plus récemment les théories de l’anthropocène et des politiques d’identité, qui jouent un rôle majeur dans la réception de l’art depuis quelques années aussi bien en France qu’à l’étranger. bbox=[770, 578, 1115, 963]
label: Objectifs: bbox=[1673, 1101, 1737, 1118]
paragraph: Objectifs: Apprendre à investir pleinement un sujet, savoir présenter ses recherches, les différentes étapes du travail, développer une réflexion à l’écrit et en comprendre les enjeux. Enseignement: Le DNA est accompagné d’un écrit qui prend la forme d’un article. Ce suivi régulier aide l’étudiant-e à ouvrir son champ de recherche autour d’une question ou d’un sujet qui l’anime et à déployer une réflexion écrite personnelle en lien avec ses investigations plastiques et graphiques. ¶ Modalités et critères d’évaluation: Suivi régulier des recherches: engagement dans le sujet, lectures, progression de l’écriture et capacité à analyser les images choisies. bbox=[770, 219, 1115, 488]
paragraph: Objectifs: S’interroger et créer des images d’une actualité proche ou lointaine en confrontant les langages du dessin de presse et du design graphique. Les problématiques liées à la production en temps réel et à la diffusion de ce type d’expression seront au programme de l’atelier. ¶ Enseignement: Plusieurs interrogations seront donc développées dans l’atelier: les formes de représentations des idées par l’illustration et le dessin; la nature et les usages du dessin de presse; les rapports entre le dessin de presse et l’affiche; le rapport texte/image; les questions de la diffusion de ces images. Travaux hebdomadaires montrés sur un espace dédié (blog ou Instagram) et d’un journal mural. Aussi, la tenue d’un carnet de croquis est obligatoire, l’écoute des radios, la lecture assidue de la presse et des réseaux de distribution de l’information (réseaux sociaux) sont plus que nécessaires. ¶ Modalités et critères d’évaluation: Évaluations continues et semestrielles. Progression et pertinence des propositions. Régularité de la présence, ponctualité dans les rendus de projets. Curiosité, réactivité, recul, concentration, pertinence et impertinence, la maîtrise des outils graphiques sont également requis. bbox=[1552, 452, 1897, 954]
section-title: ÉLABORER / FABRIQUER bbox=[1634, 974, 1816, 992]
label: Évaluation: bbox=[770, 1401, 845, 1419]
label: Modalités et critères d’évaluation: bbox=[1916, 597, 2142, 614]
label: Modalités et critères d’évaluation: bbox=[123, 1149, 354, 1166]
body-text: Apprendre à investir pleinement un sujet, savoir présenter ses recherches, les différentes étapes du travail, développer une réflexion à l’écrit et en comprendre les enjeux. bbox=[770, 219, 1115, 295]
body-text: Évaluation en continu. Participation active en cours, engagement dans le travail oral et écrit (analyse de textes, notes de lecture, débats). bbox=[770, 74, 1115, 150]
body-text: Être capable de mettre son image au service d’une idée, questionner et étudier les formes du récit et ses enjeux. Créer un contenu narratif ambitieux. bbox=[770, 1324, 1115, 1399]
section-heading bbox=[1186, 550, 1531, 589]
label: Objectifs: bbox=[406, 1162, 469, 1180]
body-text: Contrôle continu des recherches et évaluation d’une réalisation présentée en fin de semestre. Tenue d’un carnet de bord (croquis, annotations, documentation, réflexions, esquisses de projets). ¶ Open Space sera accessible de manière ponctuelle aux étudiant-e-s du cycle Master. bbox=[1916, 1343, 2261, 1476]
section-title: APPROCHES SOCIALES DE L’ART ET MOMENTS DE SOULÈVEMENT bbox=[808, 509, 1076, 545]
section-title: ARC FLASH ROI DE L’IMPOSSIBLE bbox=[1601, 1206, 1849, 1223]
section-heading bbox=[770, 1158, 1115, 1196]
